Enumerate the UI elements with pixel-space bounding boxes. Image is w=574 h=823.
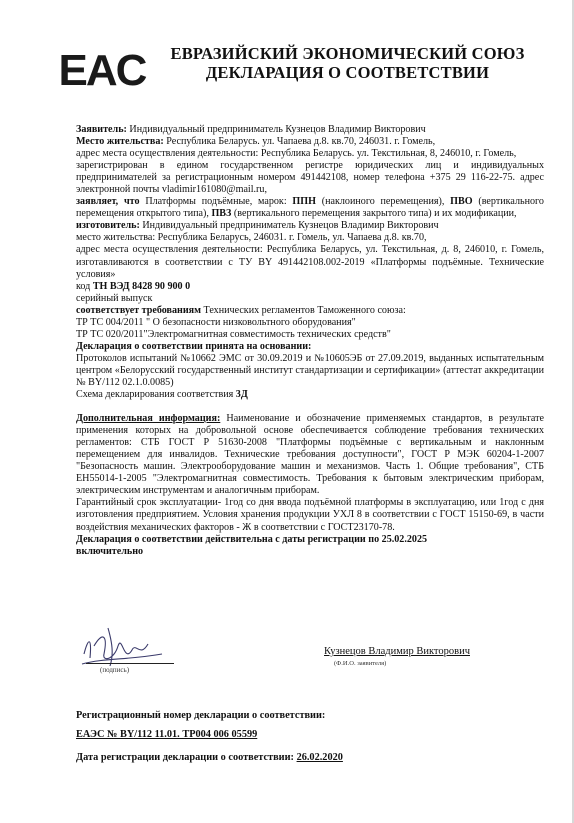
- manufacturer-residence: место жительства: Республика Беларусь, 246031. г. Гомель, ул. Чапаева д.8. кв.70,: [76, 232, 427, 244]
- validity-date: 25.02.2025: [381, 533, 428, 545]
- applicant-value: Индивидуальный предприниматель Кузнецов Владимир Викторович: [126, 124, 426, 135]
- document-title: [165, 44, 530, 82]
- residence-value: Республика Беларусь. ул. Чапаева д.8. кв.70, 246031. г. Гомель,: [163, 136, 436, 148]
- manufacturer-address: адрес места осуществления деятельности: Республика Беларусь, ул. Текстильная, д. 8, 246010, г. Гомель, изготавливаются в соответствии с ТУ BY 491442108.002-2019 «Платформы подъёмные. Технические условия»: [76, 244, 544, 280]
- declares-text-4: (вертикального перемещения закрытого типа) и их модификации,: [231, 208, 517, 220]
- scheme-line: [76, 389, 544, 401]
- registration-date-label: Дата регистрации декларации о соответствии:: [76, 752, 297, 763]
- additional-text: Наименование и обозначение применяемых стандартов, в результате применения которых на добровольной основе обеспечивается соблюдение требования технических регламентов: СТБ ГОСТ Р 51630-2008 "Платформы подъёмные с вертикальным и наклонным перемещением для инвалидов. Технические требования доступности", ГОСТ Р МЭК 60204-1-2007 "Безопасность машин. Электрооборудование машин и механизмов. Часть 1. Общие требования", СТБ ЕН55014-1-2005 "Электромагнитная совместимость. Требования к бытовым электрическим приборам, электрическим инструментам и аналогичным приборам.: [76, 413, 544, 497]
- declaration-body: [76, 124, 544, 558]
- additional-info: [76, 413, 544, 497]
- model-ppn: ППН: [292, 196, 316, 208]
- title-line-2: ДЕКЛАРАЦИЯ О СООТВЕТСТВИИ: [205, 63, 490, 82]
- declares-label: заявляет, что: [76, 196, 140, 208]
- scheme-value: 3Д: [235, 389, 248, 401]
- signer-name-caption: (Ф.И.О. заявителя): [334, 660, 387, 667]
- manufacturer-value: Индивидуальный предприниматель Кузнецов Владимир Викторович: [139, 220, 439, 232]
- requirements-line: [76, 305, 544, 317]
- code-label: код: [76, 280, 93, 292]
- scheme-label: Схема декларирования соответствия: [76, 389, 236, 401]
- requirements-label: соответствует требованиям: [76, 304, 202, 316]
- additional-label: Дополнительная информация:: [76, 413, 221, 425]
- serial-line: серийный выпуск: [76, 292, 153, 304]
- manufacturer-line: [76, 220, 544, 232]
- registration-date-value: 26.02.2020: [296, 752, 343, 763]
- residence-line: [76, 136, 544, 148]
- signature-line: [86, 663, 174, 664]
- tr-ts-004: ТР ТС 004/2011 " О безопасности низковольтного оборудования": [76, 316, 356, 328]
- title-line-1: ЕВРАЗИЙСКИЙ ЭКОНОМИЧЕСКИЙ СОЮЗ: [170, 44, 525, 63]
- signature-block: [76, 622, 544, 692]
- declares-text-3: (вертикального перемещения открытого типа),: [76, 196, 544, 220]
- eac-logo: [58, 41, 146, 95]
- validity-label: Декларация о соответствии действительна с даты регистрации по: [76, 533, 382, 545]
- warranty-text: Гарантийный срок эксплуатации- 1год со дня ввода подъёмной платформы в эксплуатацию, или 1год с дня изготовления предприятием. Условия хранения продукции УХЛ 8 в соответствии с ГОСТ 15150-69, в части воздействия механических факторов - Ж в соответствии с ГОСТ23170-78.: [76, 497, 544, 533]
- applicant-address: адрес места осуществления деятельности: Республика Беларусь. ул. Текстильная, 8, 246010, г. Гомель,: [76, 148, 517, 160]
- model-pvz: ПВЗ: [211, 208, 232, 220]
- manufacturer-label: изготовитель:: [76, 220, 140, 232]
- registration-date-line: [76, 752, 546, 763]
- basis-protocols: Протоколов испытаний №10662 ЭМС от 30.09.2019 и №10605ЭБ от 27.09.2019, выданных испытательным центром «Белорусский государственный институт стандартизации и сертификации» (аттестат аккредитации № BY/112 02.1.0.0085): [76, 352, 544, 388]
- declares-paragraph: [76, 196, 544, 220]
- basis-label: Декларация о соответствии принята на основании:: [76, 340, 312, 352]
- code-line: [76, 281, 544, 293]
- applicant-line: [76, 124, 544, 136]
- declares-text-2: (наклоиного перемещения),: [315, 196, 451, 208]
- registration-number-label: Регистрационный номер декларации о соответствии:: [76, 710, 326, 721]
- signer-name: Кузнецов Владимир Викторович: [324, 646, 470, 657]
- model-pvo: ПВО: [450, 196, 473, 208]
- tr-ts-020: ТР ТС 020/2011"Электромагнитная совместимость технических средств": [76, 328, 391, 340]
- eac-logo-text: EAC: [58, 46, 146, 95]
- validity-line: [76, 534, 544, 558]
- registration-number-value: ЕАЭС № BY/112 11.01. ТР004 006 05599: [76, 729, 258, 740]
- residence-label: Место жительства:: [76, 136, 164, 148]
- requirements-value: Технических регламентов Таможенного союза:: [201, 304, 406, 316]
- code-value: ТН ВЭД 8428 90 900 0: [92, 280, 191, 292]
- declares-text-1: Платформы подъёмные, марок:: [139, 196, 293, 208]
- validity-suffix: включительно: [76, 545, 144, 557]
- handwritten-signature: [78, 624, 168, 668]
- signature-caption: (подпись): [100, 666, 130, 674]
- applicant-registration: зарегистрирован в едином государственном регистре юридических лиц и индивидуальных предпринимателей за регистрационным номером 491442108, номер телефона +375 29 116-22-75. адрес электронной почты vladimir161080@mail.ru,: [76, 160, 544, 196]
- applicant-label: Заявитель:: [76, 124, 127, 135]
